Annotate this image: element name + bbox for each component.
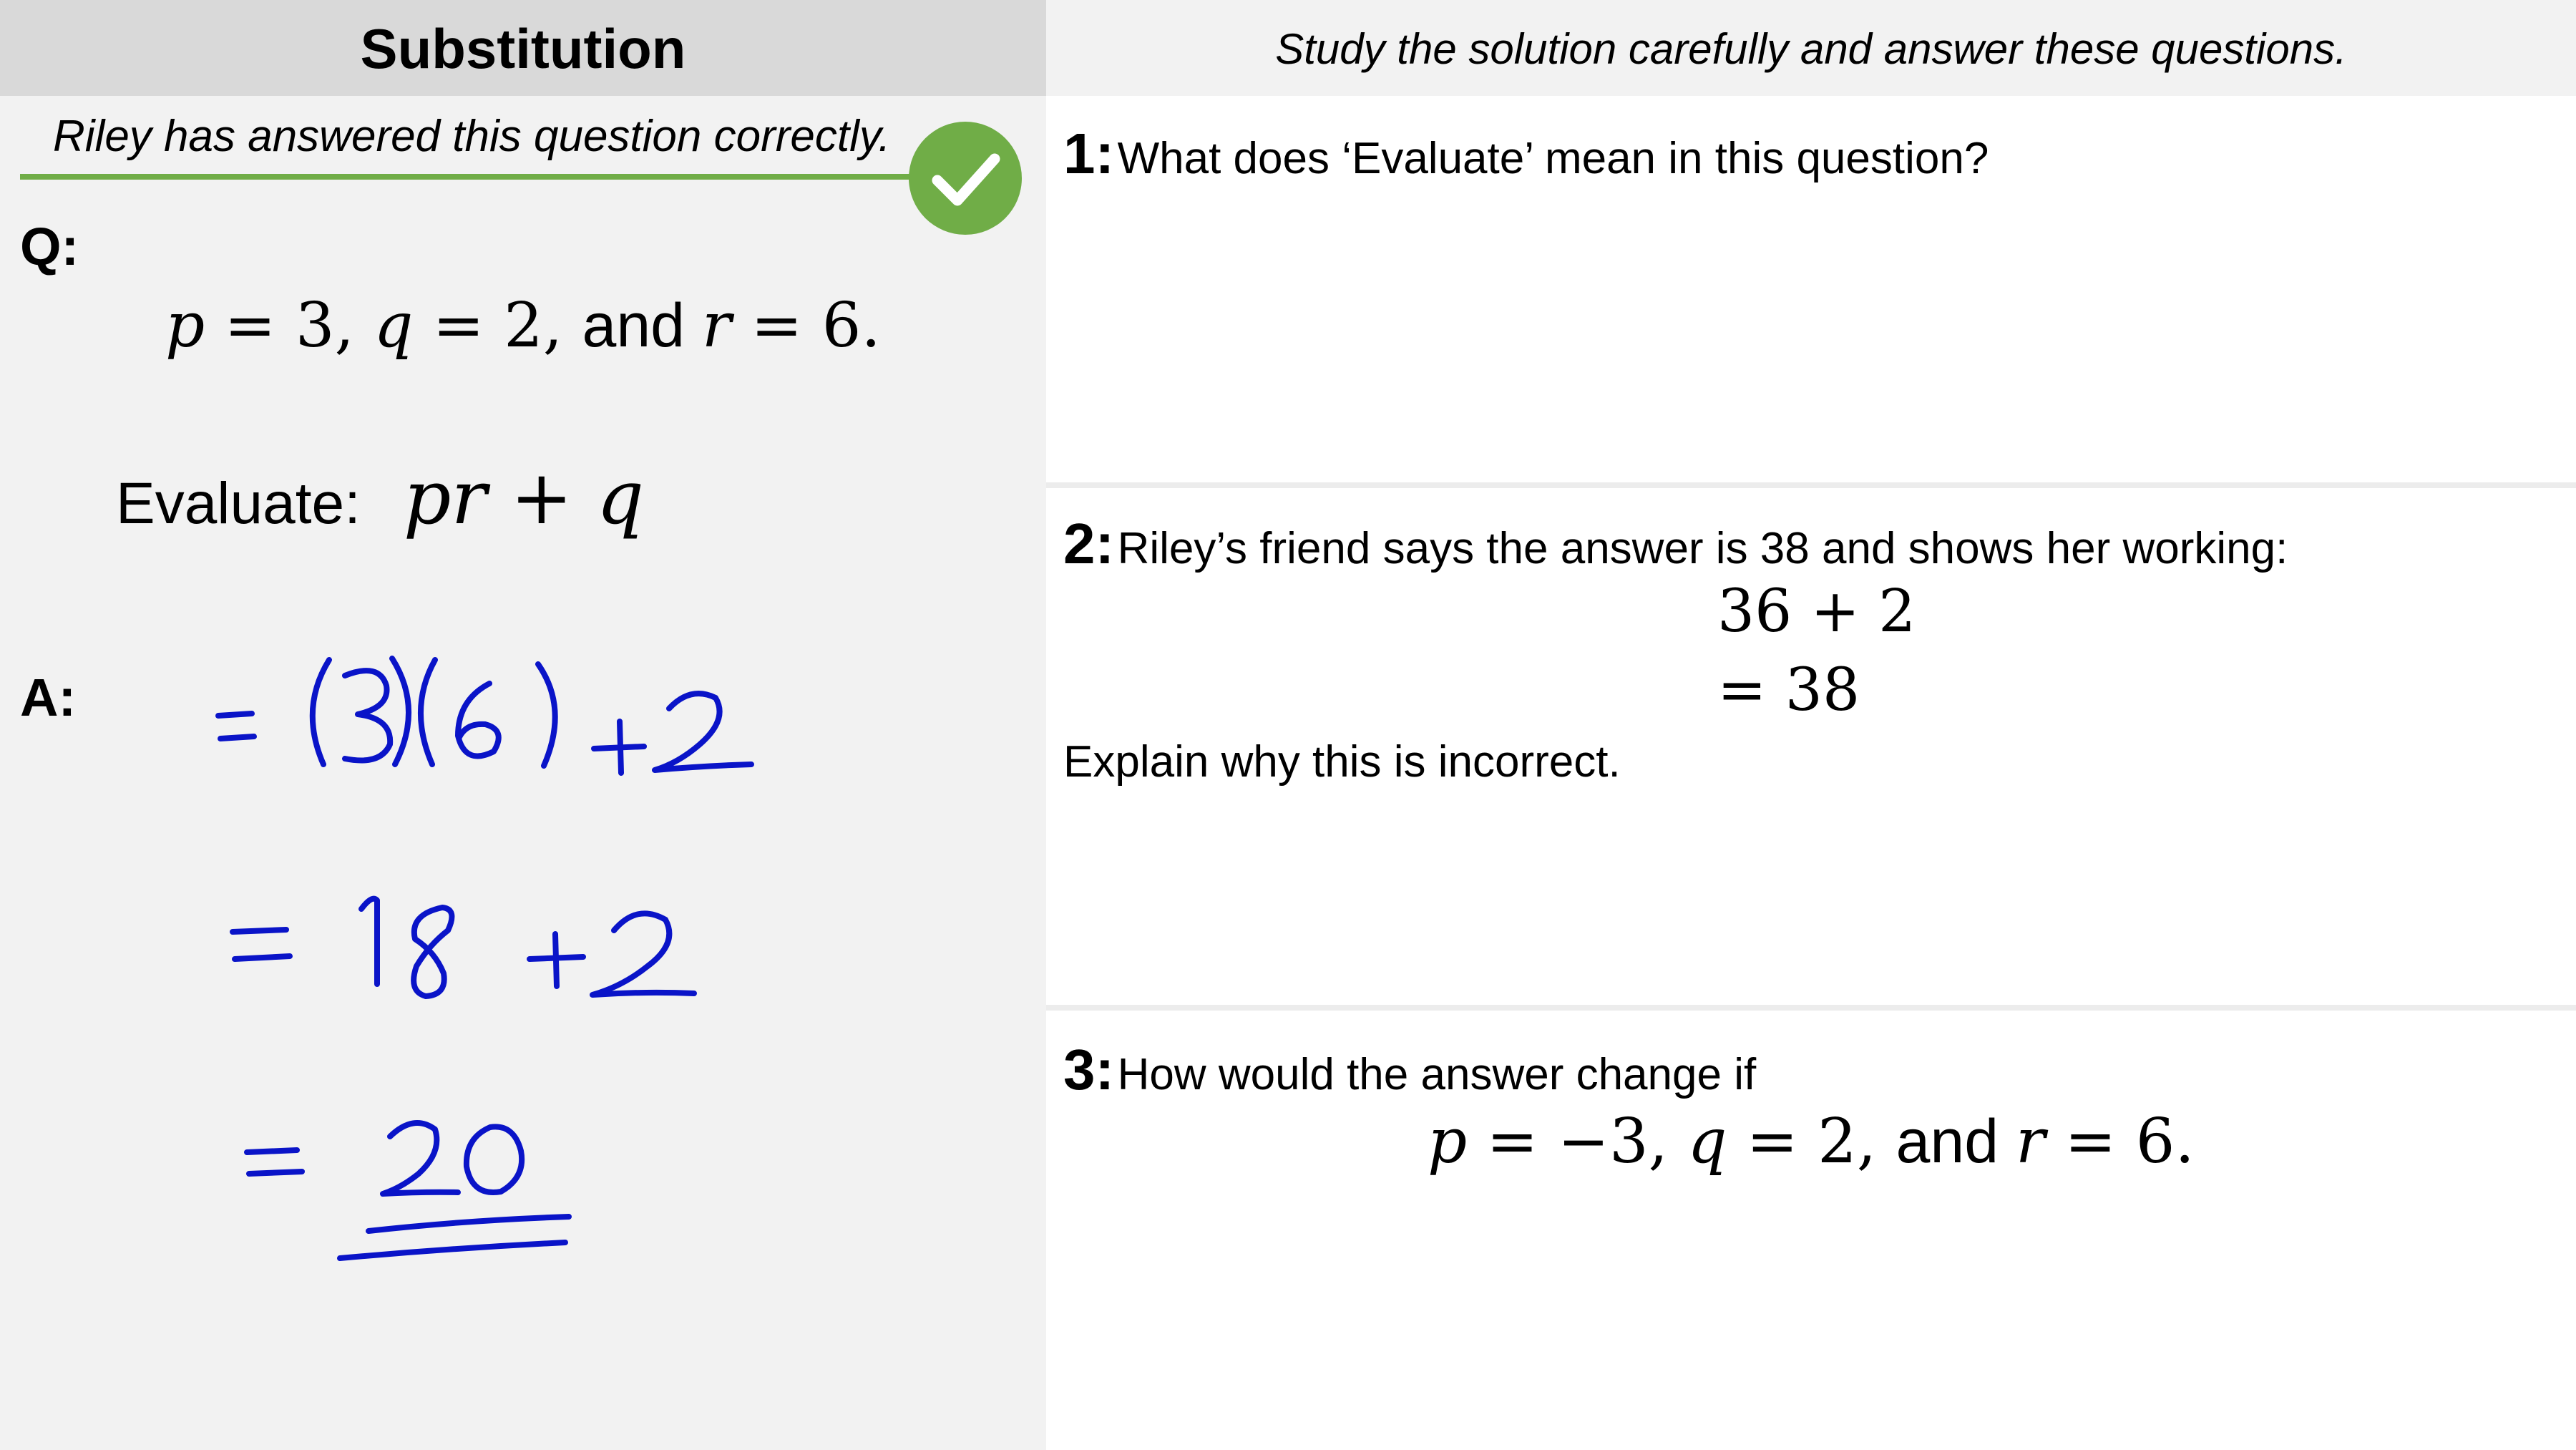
question-3-values (1046, 1102, 2576, 1181)
var-q: q (374, 290, 414, 361)
correct-note: Riley has answered this question correctly. (53, 112, 891, 161)
q3-var-p: p (1428, 1106, 1468, 1177)
var-r: r (701, 290, 732, 361)
question-2-number: 2: (1063, 512, 1115, 575)
section-divider-1 (1046, 482, 2576, 488)
given-and: and (582, 291, 686, 360)
q3-var-q: q (1687, 1106, 1727, 1177)
q3-eq3: = 6. (2045, 1106, 2195, 1177)
var-p: p (165, 290, 205, 361)
question-2-followup: Explain why this is incorrect. (1063, 737, 1621, 787)
q3-eq1: = −3, (1467, 1106, 1688, 1177)
evaluate-label: Evaluate: (116, 471, 361, 536)
handwritten-line-1 (218, 658, 751, 773)
handwritten-answer (0, 0, 1046, 1450)
working-line-2: = 38 (1717, 656, 1860, 724)
given-eq2: = 2, (413, 290, 582, 361)
given-eq3: = 6. (731, 290, 881, 361)
question-1-text: What does ‘Evaluate’ mean in this question? (1117, 134, 1989, 183)
q3-eq2: = 2, (1727, 1106, 1896, 1177)
handwritten-line-2 (233, 899, 694, 996)
question-3-number: 3: (1063, 1038, 1115, 1101)
expression: pr + q (403, 454, 645, 541)
handwritten-line-3 (247, 1123, 569, 1258)
answer-label: A: (20, 668, 77, 727)
question-1-number: 1: (1063, 122, 1115, 185)
page-title: Substitution (360, 17, 686, 80)
question-2-text: Riley’s friend says the answer is 38 and shows her working: (1117, 524, 2288, 573)
question-2 (1063, 505, 2288, 600)
question-3-text: How would the answer change if (1117, 1050, 1757, 1099)
section-divider-2 (1046, 1005, 2576, 1011)
question-1 (1063, 115, 1989, 210)
instruction-text: Study the solution carefully and answer these questions. (1275, 25, 2347, 73)
question-label: Q: (20, 217, 79, 276)
given-eq1: = 3, (205, 290, 374, 361)
q3-and: and (1896, 1107, 1999, 1176)
working-line-1: 36 + 2 (1717, 578, 1916, 646)
q3-var-r: r (2015, 1106, 2046, 1177)
